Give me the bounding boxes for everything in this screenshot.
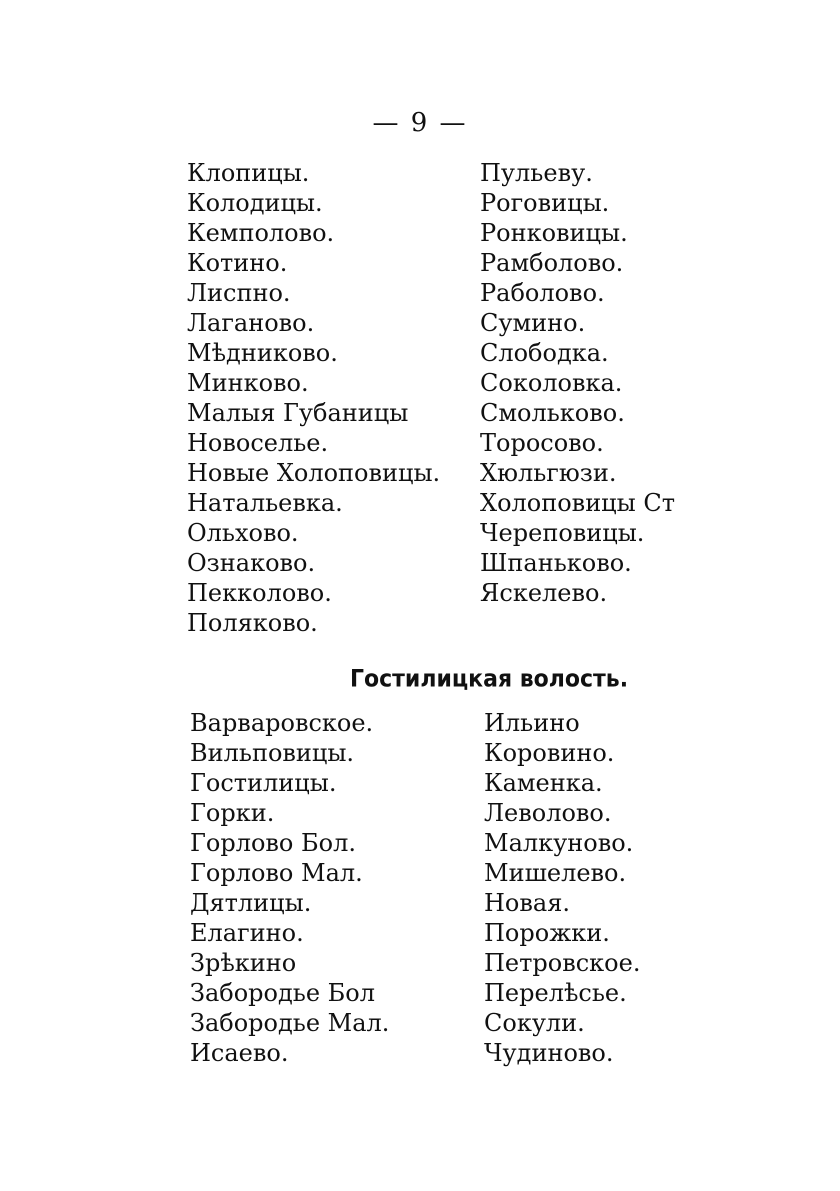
- list-item: Пекколово.: [187, 579, 332, 607]
- list-item: Забородье Бол: [190, 979, 375, 1007]
- village-list-section1-left: [187, 158, 440, 638]
- list-item: Малыя Губаницы: [187, 399, 409, 427]
- list-item: Раболово.: [480, 279, 605, 307]
- list-item: Котино.: [187, 249, 288, 277]
- page-number: — 9 —: [372, 108, 468, 138]
- list-item: Поляково.: [187, 609, 318, 637]
- list-item: Исаево.: [190, 1039, 289, 1067]
- list-item: Кемполово.: [187, 219, 335, 247]
- list-item: Пульеву.: [480, 159, 593, 187]
- list-item: Лаганово.: [187, 309, 315, 337]
- list-item: Клопицы.: [187, 159, 310, 187]
- list-item: Чудиново.: [484, 1039, 614, 1067]
- list-item: Ольхово.: [187, 519, 299, 547]
- village-list-section1-right: [480, 158, 675, 608]
- list-item: Петровское.: [484, 949, 641, 977]
- list-item: Смольково.: [480, 399, 625, 427]
- list-item: Роговицы.: [480, 189, 610, 217]
- list-item: Сумино.: [480, 309, 586, 337]
- list-item: Перелѣсье.: [484, 979, 627, 1007]
- list-item: Торосово.: [480, 429, 604, 457]
- village-list-section2-left: [190, 708, 389, 1068]
- list-item: Горки.: [190, 799, 275, 827]
- list-item: Каменка.: [484, 769, 603, 797]
- list-item: Горлово Бол.: [190, 829, 356, 857]
- list-item: Елагино.: [190, 919, 304, 947]
- list-item: Минково.: [187, 369, 309, 397]
- list-item: Коровино.: [484, 739, 615, 767]
- list-item: Горлово Мал.: [190, 859, 363, 887]
- list-item: Новая.: [484, 889, 570, 917]
- list-item: Рамболово.: [480, 249, 624, 277]
- list-item: Соколовка.: [480, 369, 623, 397]
- list-item: Вильповицы.: [190, 739, 355, 767]
- list-item: Новоселье.: [187, 429, 329, 457]
- list-item: Мишелево.: [484, 859, 627, 887]
- list-item: Леволово.: [484, 799, 612, 827]
- list-item: Череповицы.: [480, 519, 645, 547]
- list-item: Натальевка.: [187, 489, 343, 517]
- list-item: Ознаково.: [187, 549, 316, 577]
- list-item: Варваровское.: [190, 709, 374, 737]
- list-item: Хюльгюзи.: [480, 459, 617, 487]
- list-item: Шпаньково.: [480, 549, 632, 577]
- list-item: Ильино: [484, 709, 580, 737]
- list-item: Лиспно.: [187, 279, 291, 307]
- list-item: Малкуново.: [484, 829, 634, 857]
- section-heading: Гостилицкая волость.: [350, 665, 629, 693]
- village-list-section2-right: [484, 708, 640, 1068]
- list-item: Дятлицы.: [190, 889, 312, 917]
- list-item: Гостилицы.: [190, 769, 337, 797]
- list-item: Зрѣкино: [190, 949, 297, 977]
- list-item: Мѣдниково.: [187, 339, 338, 367]
- list-item: Холоповицы Ст: [480, 489, 675, 517]
- list-item: Яскелево.: [480, 579, 608, 607]
- list-item: Новые Холоповицы.: [187, 459, 441, 487]
- list-item: Слободка.: [480, 339, 609, 367]
- list-item: Порожки.: [484, 919, 610, 947]
- list-item: Сокули.: [484, 1009, 585, 1037]
- list-item: Колодицы.: [187, 189, 323, 217]
- list-item: Ронковицы.: [480, 219, 628, 247]
- list-item: Забородье Мал.: [190, 1009, 390, 1037]
